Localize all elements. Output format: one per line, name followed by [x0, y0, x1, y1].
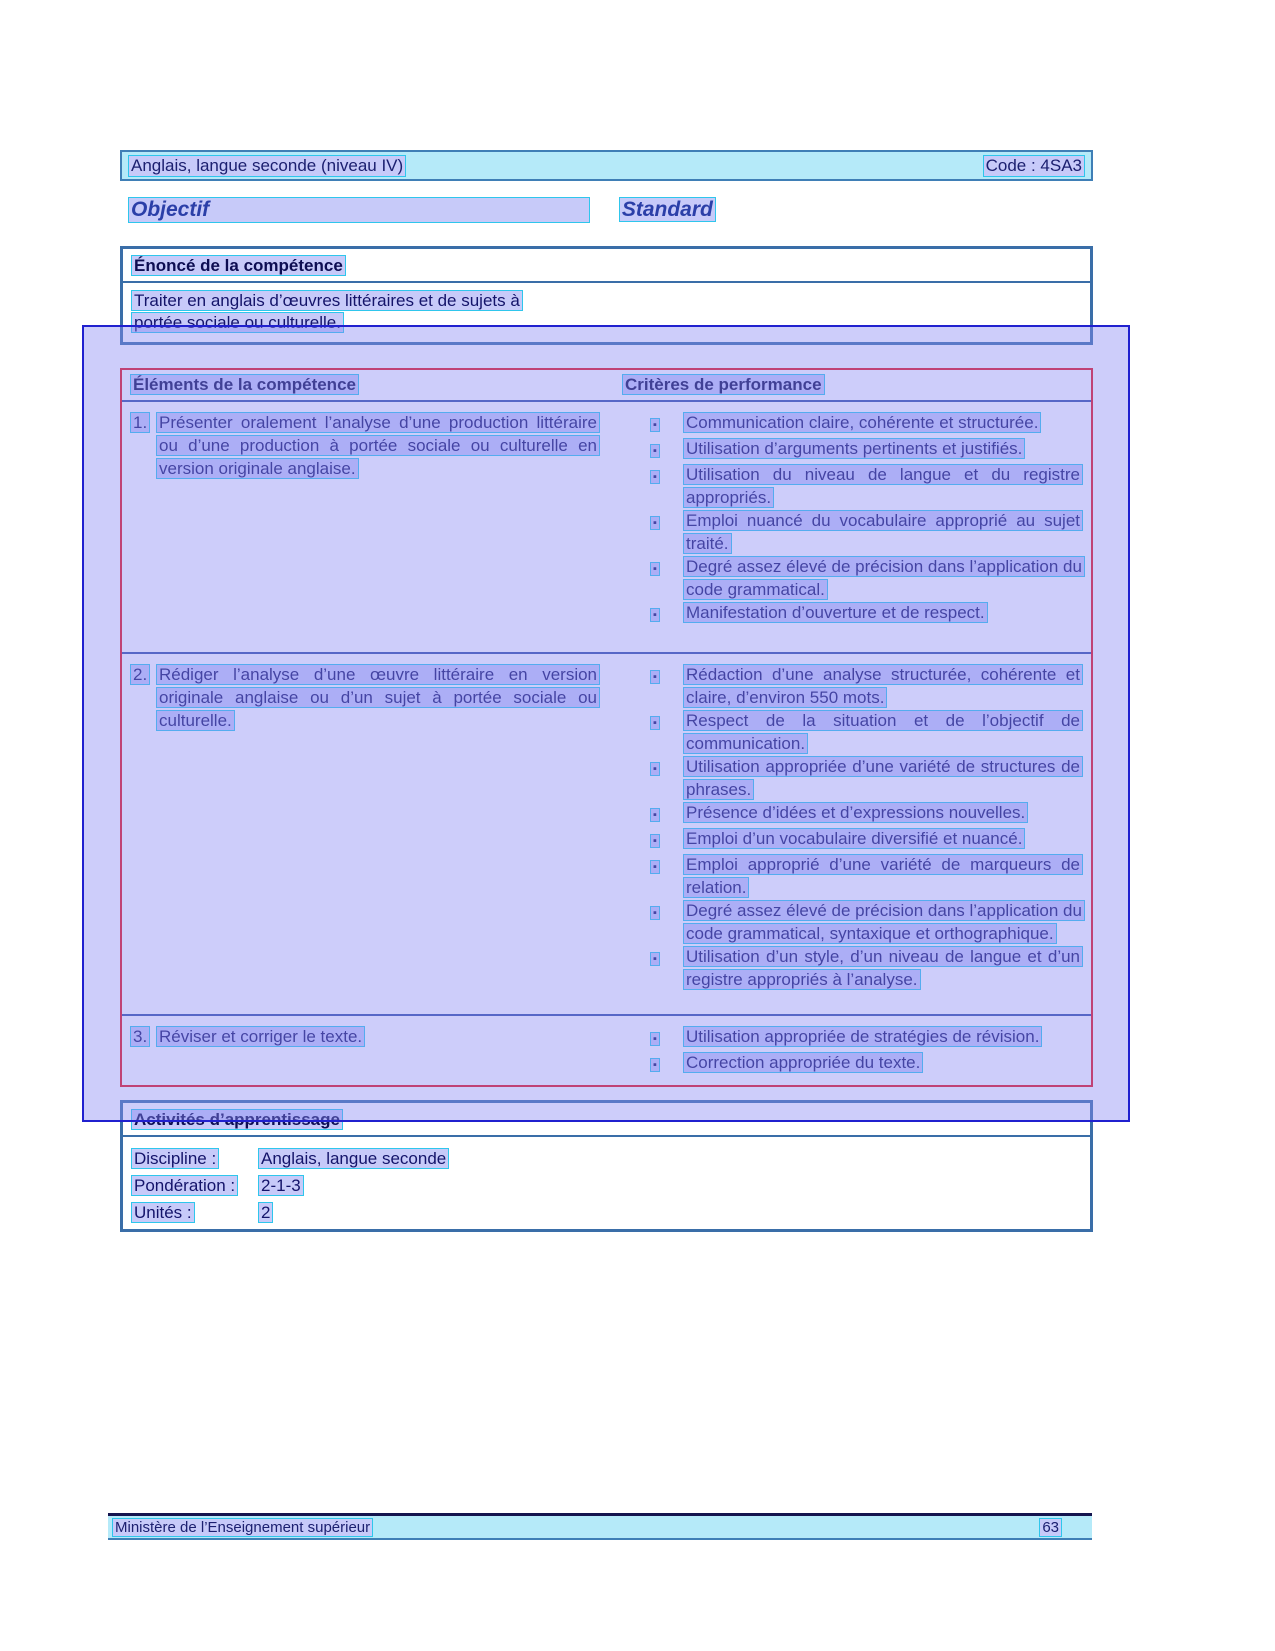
bullet-icon: ▪	[650, 670, 660, 684]
table-row	[122, 1014, 1091, 1085]
activites-fields	[123, 1137, 1090, 1226]
criteria-text: Emploi d’un vocabulaire diversifié et nuancé.	[683, 828, 1025, 849]
bullet-icon: ▪	[650, 1058, 660, 1072]
bullet-icon: ▪	[650, 516, 660, 530]
table-row	[122, 652, 1091, 1014]
bullet-icon: ▪	[650, 470, 660, 484]
criteria-item	[650, 899, 1083, 945]
bullet-icon: ▪	[650, 906, 660, 920]
element-cell	[122, 1016, 622, 1085]
criteria-text: Emploi approprié d’une variété de marqueurs de relation.	[683, 854, 1083, 898]
field-label: Pondération :	[131, 1175, 238, 1196]
element-number: 1.	[130, 412, 150, 433]
element-number: 3.	[130, 1026, 150, 1047]
field-unites	[131, 1199, 1082, 1226]
criteria-text: Utilisation appropriée d’une variété de structures de phrases.	[683, 756, 1083, 800]
bullet-icon: ▪	[650, 562, 660, 576]
page-header-bar	[120, 150, 1093, 181]
field-discipline	[131, 1145, 1082, 1172]
field-value: 2	[258, 1202, 273, 1223]
field-value: 2-1-3	[258, 1175, 304, 1196]
criteria-item	[650, 827, 1083, 853]
footer-ministry: Ministère de l’Enseignement supérieur	[112, 1518, 373, 1537]
criteria-text: Présence d’idées et d’expressions nouvelles.	[683, 802, 1028, 823]
criteria-text: Degré assez élevé de précision dans l’application du code grammatical, syntaxique et orthographique.	[683, 900, 1085, 944]
criteria-text: Utilisation d’un style, d’un niveau de langue et d’un registre appropriés à l’analyse.	[683, 946, 1083, 990]
field-value: Anglais, langue seconde	[258, 1148, 449, 1169]
criteria-text: Utilisation d’arguments pertinents et justifiés.	[683, 438, 1025, 459]
criteria-item	[650, 463, 1083, 509]
criteria-item	[650, 853, 1083, 899]
bullet-icon: ▪	[650, 1032, 660, 1046]
element-cell	[122, 654, 622, 1014]
criteria-cell	[622, 402, 1091, 652]
bullet-icon: ▪	[650, 418, 660, 432]
enonce-box	[120, 246, 1093, 345]
table-header-row	[122, 370, 1091, 402]
criteria-item	[650, 709, 1083, 755]
enonce-line: Traiter en anglais d’œuvres littéraires et de sujets à	[131, 290, 523, 311]
criteria-text: Respect de la situation et de l’objectif de communication.	[683, 710, 1083, 754]
bullet-icon: ▪	[650, 952, 660, 966]
criteria-item	[650, 555, 1083, 601]
criteria-item	[650, 945, 1083, 991]
criteria-item	[650, 663, 1083, 709]
bullet-icon: ▪	[650, 716, 660, 730]
criteria-item	[650, 755, 1083, 801]
field-ponderation	[131, 1172, 1082, 1199]
element-text: Rédiger l’analyse d’une œuvre littéraire en version originale anglaise ou d’un sujet à portée sociale ou culturelle.	[156, 664, 600, 731]
criteria-text: Manifestation d’ouverture et de respect.	[683, 602, 988, 623]
bullet-icon: ▪	[650, 860, 660, 874]
activites-box	[120, 1100, 1093, 1232]
bullet-icon: ▪	[650, 834, 660, 848]
element-text: Présenter oralement l’analyse d’une production littéraire ou d’une production à portée sociale ou culturelle en version originale anglaise.	[156, 412, 600, 479]
criteria-item	[650, 411, 1083, 437]
criteria-item	[650, 601, 1083, 627]
element-number: 2.	[130, 664, 150, 685]
element-cell	[122, 402, 622, 652]
criteria-item	[650, 437, 1083, 463]
enonce-heading: Énoncé de la compétence	[131, 255, 346, 276]
objectif-title: Objectif	[128, 197, 590, 223]
criteria-text: Communication claire, cohérente et structurée.	[683, 412, 1041, 433]
criteria-item	[650, 509, 1083, 555]
criteria-item	[650, 1051, 1083, 1077]
bullet-icon: ▪	[650, 808, 660, 822]
criteria-text: Emploi nuancé du vocabulaire approprié au sujet traité.	[683, 510, 1083, 554]
criteria-item	[650, 1025, 1083, 1051]
enonce-line: portée sociale ou culturelle.	[131, 312, 344, 333]
criteres-header: Critères de performance	[622, 374, 825, 395]
field-label: Unités :	[131, 1202, 195, 1223]
criteria-text: Correction appropriée du texte.	[683, 1052, 923, 1073]
section-titles	[128, 197, 716, 223]
element-text: Réviser et corriger le texte.	[156, 1026, 365, 1047]
bullet-icon: ▪	[650, 762, 660, 776]
enonce-heading-row	[123, 249, 1090, 283]
competence-table	[120, 368, 1093, 1087]
criteria-text: Utilisation appropriée de stratégies de révision.	[683, 1026, 1042, 1047]
activites-heading: Activités d’apprentissage	[131, 1109, 343, 1130]
page-number: 63	[1039, 1518, 1062, 1537]
criteria-item	[650, 801, 1083, 827]
criteria-cell	[622, 654, 1091, 1014]
course-code: Code : 4SA3	[983, 155, 1085, 177]
criteria-text: Rédaction d’une analyse structurée, cohérente et claire, d’environ 550 mots.	[683, 664, 1083, 708]
criteria-cell	[622, 1016, 1091, 1085]
standard-title: Standard	[619, 197, 716, 222]
course-title: Anglais, langue seconde (niveau IV)	[128, 155, 406, 177]
activites-heading-row	[123, 1103, 1090, 1137]
field-label: Discipline :	[131, 1148, 219, 1169]
page-footer-bar	[108, 1513, 1092, 1540]
elements-header: Éléments de la compétence	[130, 374, 359, 395]
bullet-icon: ▪	[650, 444, 660, 458]
enonce-body	[123, 283, 1090, 334]
criteria-text: Degré assez élevé de précision dans l’application du code grammatical.	[683, 556, 1085, 600]
bullet-icon: ▪	[650, 608, 660, 622]
criteria-text: Utilisation du niveau de langue et du registre appropriés.	[683, 464, 1083, 508]
table-row	[122, 402, 1091, 652]
